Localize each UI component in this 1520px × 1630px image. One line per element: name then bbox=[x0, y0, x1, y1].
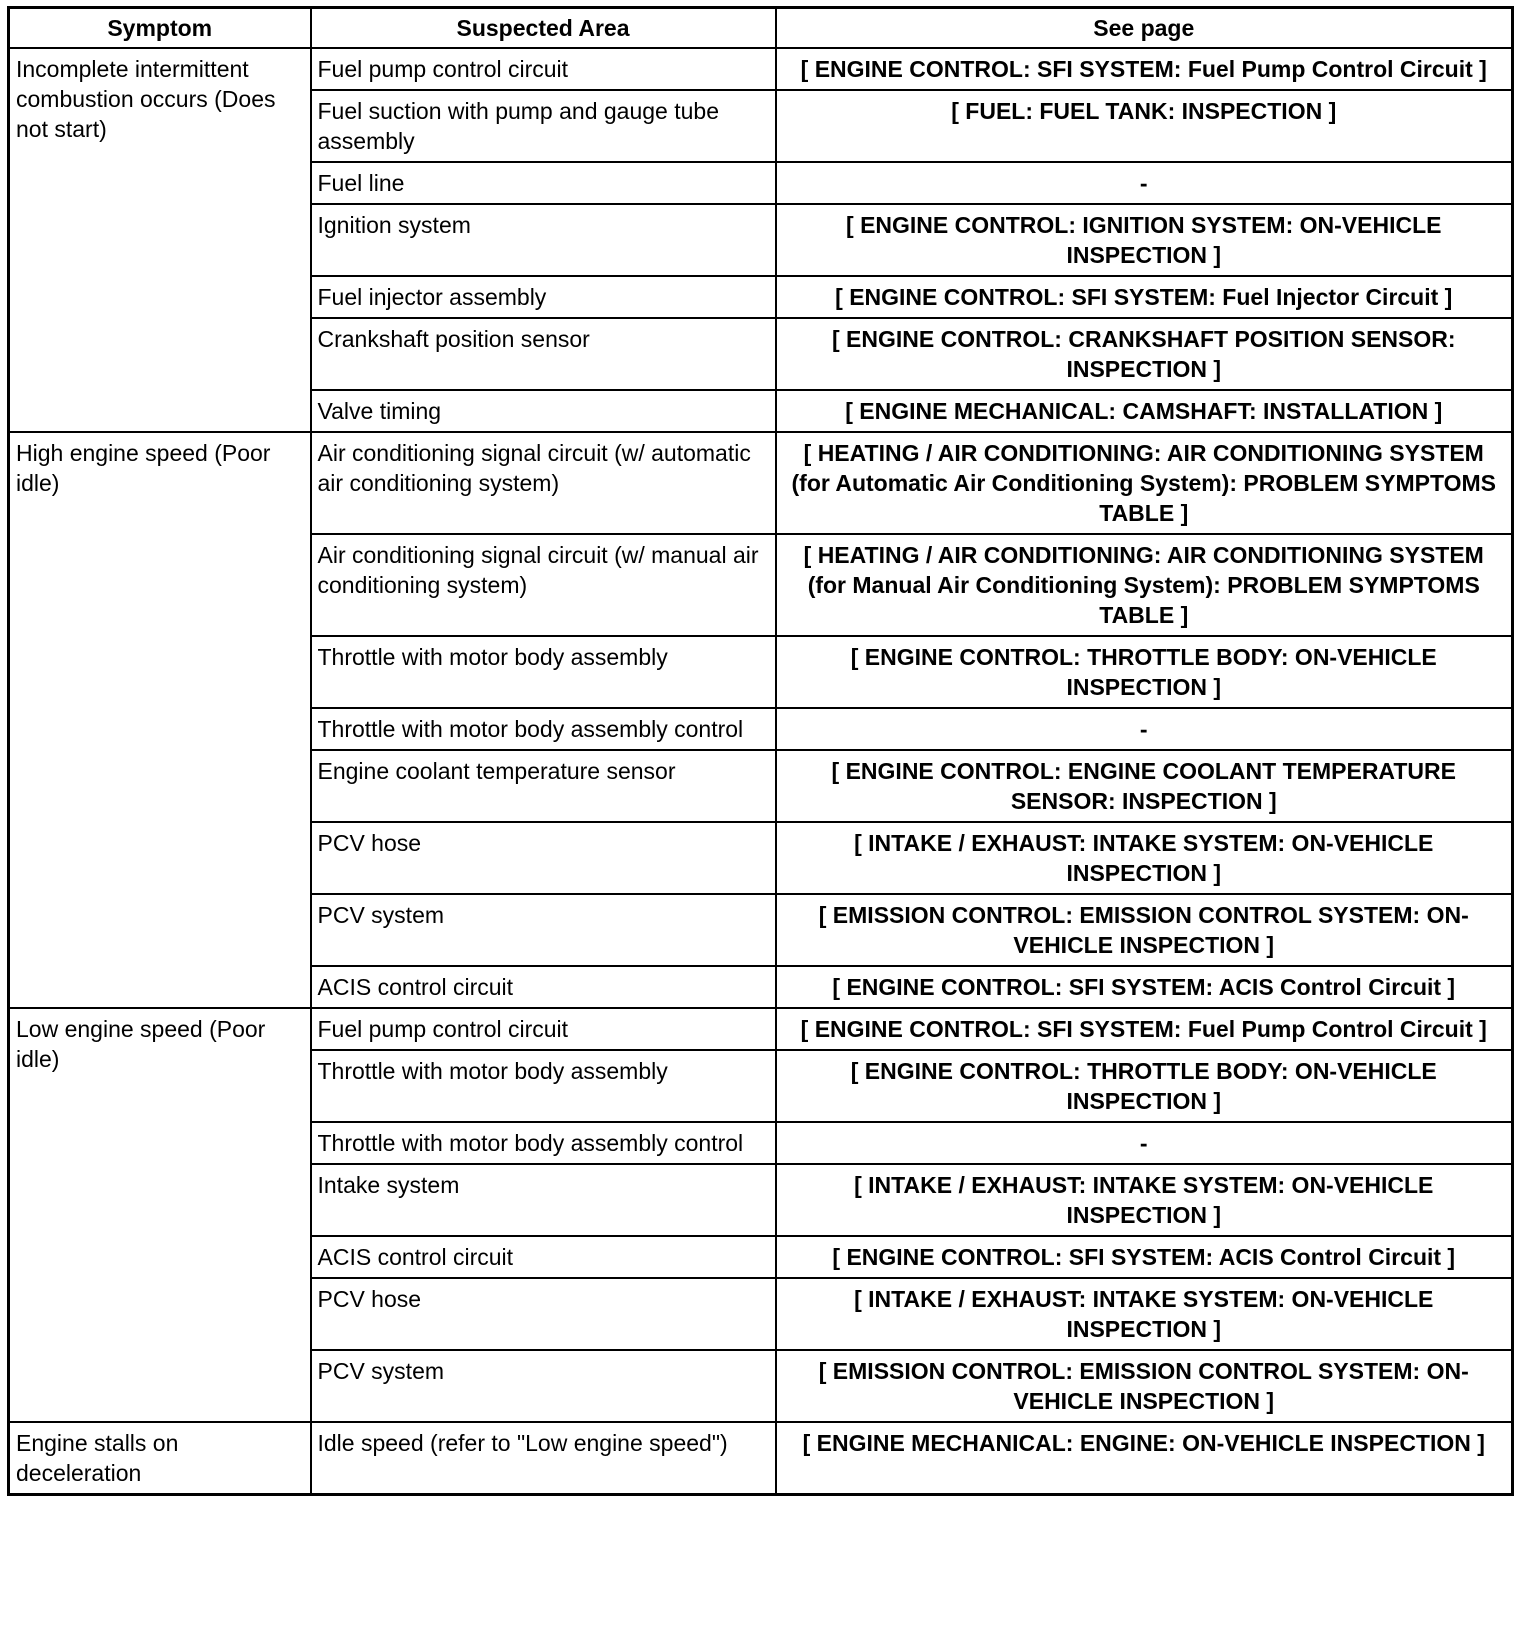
table-row bbox=[9, 48, 1513, 90]
table-row bbox=[9, 1008, 1513, 1050]
suspected-area-cell: ACIS control circuit bbox=[311, 966, 776, 1008]
see-page-reference[interactable]: - bbox=[776, 708, 1513, 750]
see-page-reference[interactable]: [ ENGINE CONTROL: SFI SYSTEM: Fuel Pump Control Circuit ] bbox=[776, 48, 1513, 90]
suspected-area-cell: Air conditioning signal circuit (w/ automatic air conditioning system) bbox=[311, 432, 776, 534]
suspected-area-cell: Fuel pump control circuit bbox=[311, 48, 776, 90]
suspected-area-cell: PCV system bbox=[311, 1350, 776, 1422]
see-page-reference[interactable]: - bbox=[776, 1122, 1513, 1164]
suspected-area-cell: PCV hose bbox=[311, 822, 776, 894]
header-see-page: See page bbox=[776, 8, 1513, 49]
suspected-area-cell: Idle speed (refer to "Low engine speed") bbox=[311, 1422, 776, 1495]
see-page-reference[interactable]: [ ENGINE CONTROL: SFI SYSTEM: Fuel Injector Circuit ] bbox=[776, 276, 1513, 318]
see-page-reference[interactable]: [ INTAKE / EXHAUST: INTAKE SYSTEM: ON-VEHICLE INSPECTION ] bbox=[776, 1164, 1513, 1236]
suspected-area-cell: Fuel suction with pump and gauge tube assembly bbox=[311, 90, 776, 162]
symptom-cell: Engine stalls on deceleration bbox=[9, 1422, 311, 1495]
see-page-reference[interactable]: [ ENGINE CONTROL: THROTTLE BODY: ON-VEHICLE INSPECTION ] bbox=[776, 636, 1513, 708]
see-page-reference[interactable]: - bbox=[776, 162, 1513, 204]
suspected-area-cell: Throttle with motor body assembly bbox=[311, 1050, 776, 1122]
table-row bbox=[9, 432, 1513, 534]
header-suspected-area: Suspected Area bbox=[311, 8, 776, 49]
table-body bbox=[9, 48, 1513, 1495]
suspected-area-cell: Fuel pump control circuit bbox=[311, 1008, 776, 1050]
see-page-reference[interactable]: [ ENGINE CONTROL: THROTTLE BODY: ON-VEHICLE INSPECTION ] bbox=[776, 1050, 1513, 1122]
see-page-reference[interactable]: [ ENGINE MECHANICAL: ENGINE: ON-VEHICLE INSPECTION ] bbox=[776, 1422, 1513, 1495]
see-page-reference[interactable]: [ HEATING / AIR CONDITIONING: AIR CONDITIONING SYSTEM (for Manual Air Conditioning System): PROBLEM SYMPTOMS TABLE ] bbox=[776, 534, 1513, 636]
see-page-reference[interactable]: [ FUEL: FUEL TANK: INSPECTION ] bbox=[776, 90, 1513, 162]
see-page-reference[interactable]: [ ENGINE CONTROL: SFI SYSTEM: Fuel Pump Control Circuit ] bbox=[776, 1008, 1513, 1050]
suspected-area-cell: Intake system bbox=[311, 1164, 776, 1236]
symptom-cell: Incomplete intermittent combustion occurs (Does not start) bbox=[9, 48, 311, 432]
suspected-area-cell: Throttle with motor body assembly control bbox=[311, 708, 776, 750]
suspected-area-cell: Air conditioning signal circuit (w/ manual air conditioning system) bbox=[311, 534, 776, 636]
suspected-area-cell: Throttle with motor body assembly bbox=[311, 636, 776, 708]
table-header-row bbox=[9, 8, 1513, 49]
see-page-reference[interactable]: [ ENGINE CONTROL: SFI SYSTEM: ACIS Control Circuit ] bbox=[776, 966, 1513, 1008]
see-page-reference[interactable]: [ ENGINE MECHANICAL: CAMSHAFT: INSTALLATION ] bbox=[776, 390, 1513, 432]
symptom-cell: High engine speed (Poor idle) bbox=[9, 432, 311, 1008]
suspected-area-cell: PCV system bbox=[311, 894, 776, 966]
see-page-reference[interactable]: [ ENGINE CONTROL: CRANKSHAFT POSITION SENSOR: INSPECTION ] bbox=[776, 318, 1513, 390]
document-page bbox=[7, 6, 1514, 1496]
see-page-reference[interactable]: [ EMISSION CONTROL: EMISSION CONTROL SYSTEM: ON-VEHICLE INSPECTION ] bbox=[776, 894, 1513, 966]
see-page-reference[interactable]: [ ENGINE CONTROL: IGNITION SYSTEM: ON-VEHICLE INSPECTION ] bbox=[776, 204, 1513, 276]
suspected-area-cell: Crankshaft position sensor bbox=[311, 318, 776, 390]
see-page-reference[interactable]: [ INTAKE / EXHAUST: INTAKE SYSTEM: ON-VEHICLE INSPECTION ] bbox=[776, 822, 1513, 894]
see-page-reference[interactable]: [ HEATING / AIR CONDITIONING: AIR CONDITIONING SYSTEM (for Automatic Air Conditioning System): PROBLEM SYMPTOMS TABLE ] bbox=[776, 432, 1513, 534]
suspected-area-cell: Engine coolant temperature sensor bbox=[311, 750, 776, 822]
table-row bbox=[9, 1422, 1513, 1495]
suspected-area-cell: ACIS control circuit bbox=[311, 1236, 776, 1278]
suspected-area-cell: Fuel injector assembly bbox=[311, 276, 776, 318]
see-page-reference[interactable]: [ ENGINE CONTROL: ENGINE COOLANT TEMPERATURE SENSOR: INSPECTION ] bbox=[776, 750, 1513, 822]
see-page-reference[interactable]: [ EMISSION CONTROL: EMISSION CONTROL SYSTEM: ON-VEHICLE INSPECTION ] bbox=[776, 1350, 1513, 1422]
suspected-area-cell: Valve timing bbox=[311, 390, 776, 432]
symptom-cell: Low engine speed (Poor idle) bbox=[9, 1008, 311, 1422]
suspected-area-cell: Ignition system bbox=[311, 204, 776, 276]
header-symptom: Symptom bbox=[9, 8, 311, 49]
suspected-area-cell: Throttle with motor body assembly control bbox=[311, 1122, 776, 1164]
suspected-area-cell: Fuel line bbox=[311, 162, 776, 204]
problem-symptoms-table bbox=[7, 6, 1514, 1496]
see-page-reference[interactable]: [ ENGINE CONTROL: SFI SYSTEM: ACIS Control Circuit ] bbox=[776, 1236, 1513, 1278]
suspected-area-cell: PCV hose bbox=[311, 1278, 776, 1350]
see-page-reference[interactable]: [ INTAKE / EXHAUST: INTAKE SYSTEM: ON-VEHICLE INSPECTION ] bbox=[776, 1278, 1513, 1350]
